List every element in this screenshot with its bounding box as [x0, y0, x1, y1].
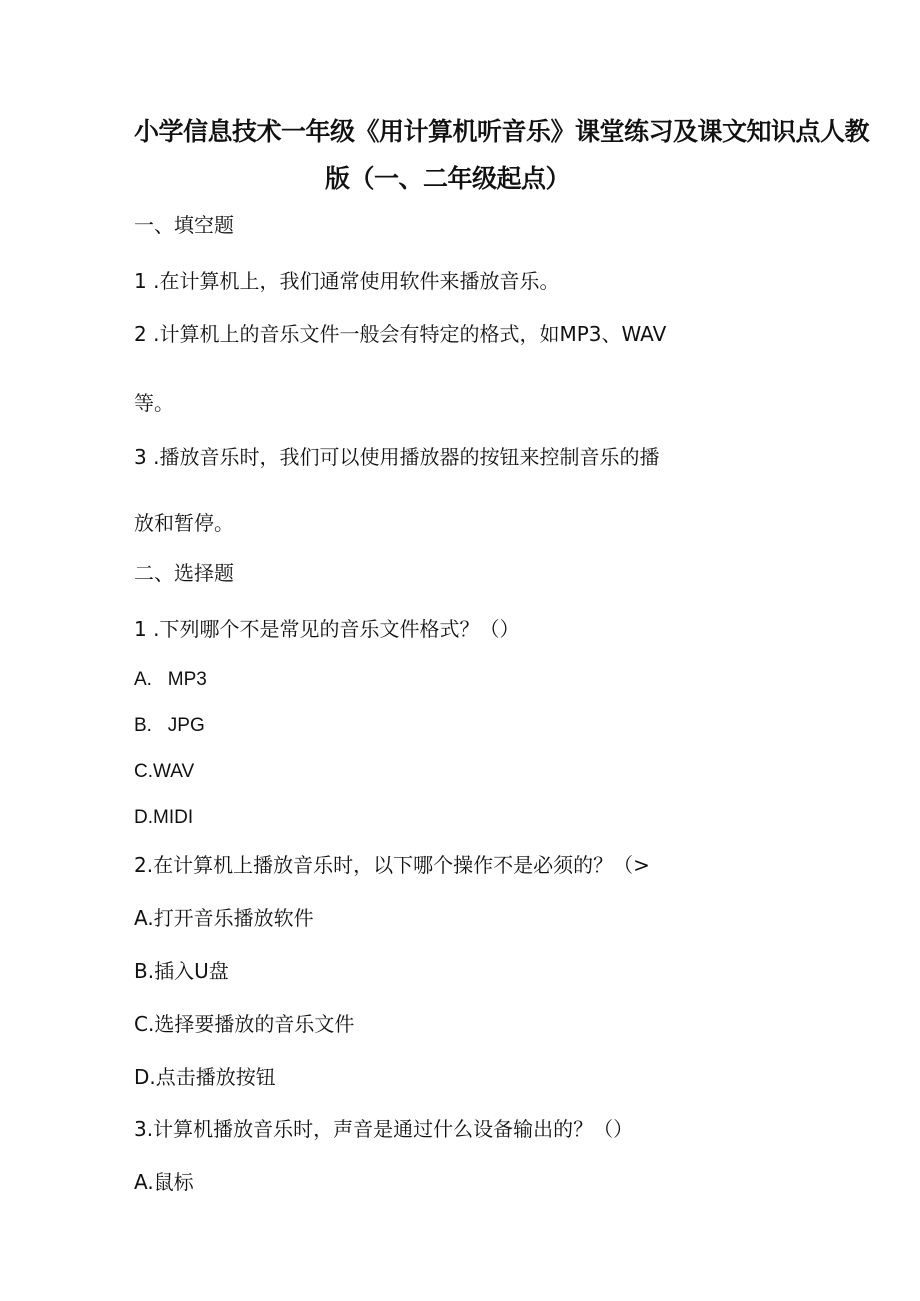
fill-question-3-line1: 3 .播放音乐时，我们可以使用播放器的按钮来控制音乐的播: [134, 445, 660, 469]
fill-question-2-line1: 2 .计算机上的音乐文件一般会有特定的格式，如MP3、WAV: [134, 322, 667, 346]
choice-1-option-b: B. JPG: [134, 715, 205, 736]
choice-2-option-b: B.插入U盘: [134, 959, 229, 983]
choice-question-1: 1 .下列哪个不是常见的音乐文件格式？（）: [134, 617, 520, 641]
document-title-line1: 小学信息技术一年级《用计算机听音乐》课堂练习及课文知识点人教: [134, 117, 870, 146]
section-heading-fill-blank: 一、填空题: [134, 213, 234, 237]
choice-3-option-a: A.鼠标: [134, 1170, 194, 1194]
choice-1-option-d: D.MIDI: [134, 807, 194, 828]
choice-2-option-a: A.打开音乐播放软件: [134, 906, 314, 930]
fill-question-1: 1 .在计算机上，我们通常使用软件来播放音乐。: [134, 269, 560, 293]
choice-2-option-c: C.选择要播放的音乐文件: [134, 1012, 355, 1036]
choice-question-2: 2.在计算机上播放音乐时，以下哪个操作不是必须的？（>: [134, 853, 650, 877]
section-heading-choice: 二、选择题: [134, 561, 234, 585]
choice-2-option-d: D.点击播放按钮: [134, 1065, 276, 1089]
choice-question-3: 3.计算机播放音乐时，声音是通过什么设备输出的？（）: [134, 1117, 634, 1141]
choice-1-option-a: A. MP3: [134, 669, 207, 690]
fill-question-3-line2: 放和暂停。: [134, 511, 234, 535]
choice-1-option-c: C.WAV: [134, 761, 195, 782]
document-title-line2: 版（一、二年级起点）: [325, 164, 571, 193]
fill-question-2-line2: 等。: [134, 391, 174, 415]
